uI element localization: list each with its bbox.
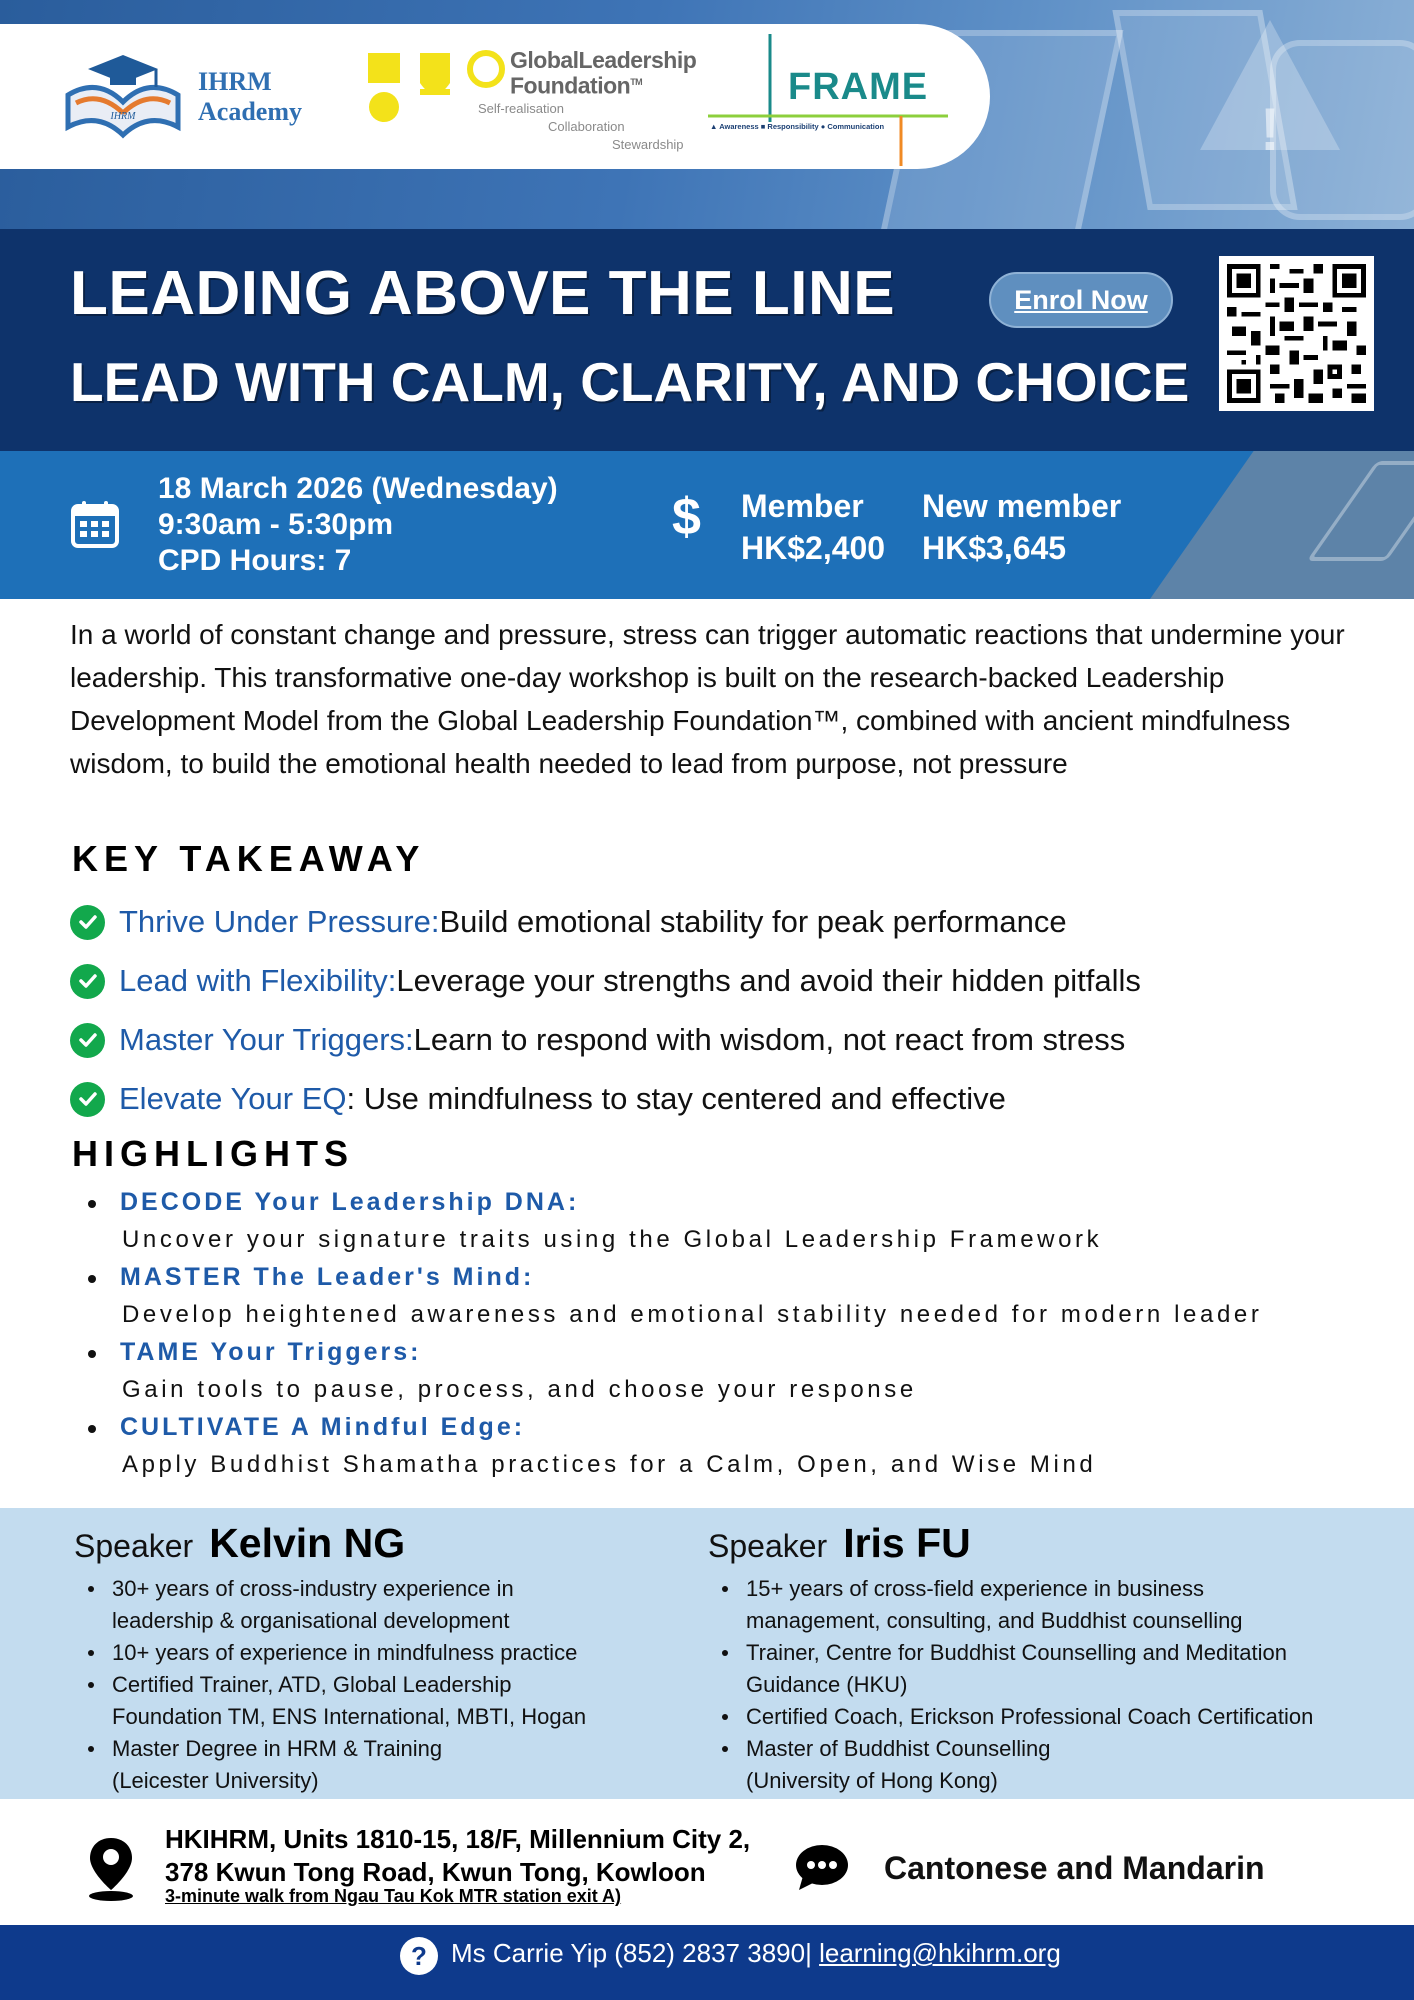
check-circle-icon (70, 964, 105, 999)
speaker-credential: Master of Buddhist Counselling (University of Hong Kong) (708, 1733, 1313, 1797)
highlight-title: CULTIVATE A Mindful Edge: (120, 1413, 526, 1441)
help-circle-icon: ? (400, 1937, 438, 1975)
calendar-icon (70, 499, 120, 549)
speaker-role: Speaker (708, 1528, 828, 1564)
highlight-title: TAME Your Triggers: (120, 1338, 422, 1366)
header-banner (0, 0, 1414, 230)
speaker-role: Speaker (74, 1528, 194, 1564)
frame-logo-tagline: ▲ Awareness ■ Responsibility ● Communication (710, 122, 885, 131)
ihrm-logo-line1: IHRM (198, 67, 272, 96)
new-member-price-value: HK$3,645 (922, 530, 1067, 566)
ihrm-academy-logo (58, 42, 340, 152)
speaker-credential: Trainer, Centre for Buddhist Counselling and Meditation Guidance (HKU) (708, 1637, 1313, 1701)
highlight-title: DECODE Your Leadership DNA: (120, 1188, 580, 1216)
contact-info (451, 1938, 1061, 1969)
takeaway-desc: Build emotional stability for peak performance (439, 904, 1067, 939)
event-cpd-hours: CPD Hours: 7 (158, 544, 352, 577)
event-time: 9:30am - 5:30pm (158, 508, 394, 541)
speaker-card-kelvin (74, 1520, 586, 1797)
frame-logo (708, 32, 953, 167)
key-takeaway-heading: KEY TAKEAWAY (72, 838, 426, 879)
takeaway-item (70, 961, 1141, 1001)
takeaway-title: Elevate Your EQ (119, 1081, 347, 1116)
highlight-desc: Gain tools to pause, process, and choose your response (122, 1376, 917, 1403)
highlight-desc: Apply Buddhist Shamatha practices for a Calm, Open, and Wise Mind (122, 1451, 1097, 1478)
speaker-credential: Certified Trainer, ATD, Global Leadership Foundation TM, ENS International, MBTI, Hogan (74, 1669, 586, 1733)
takeaway-item (70, 1079, 1006, 1119)
speaker-credential: 30+ years of cross-industry experience in leadership & organisational development (74, 1573, 586, 1637)
highlights-heading: HIGHLIGHTS (72, 1133, 354, 1174)
page-subtitle: LEAD WITH CALM, CLARITY, AND CHOICE (70, 351, 1190, 413)
member-price-label: Member (741, 488, 864, 524)
check-circle-icon (70, 905, 105, 940)
takeaway-title: Lead with Flexibility: (119, 963, 397, 998)
speaker-credential: Master Degree in HRM & Training (Leicester University) (74, 1733, 586, 1797)
takeaway-desc: Leverage your strengths and avoid their hidden pitfalls (396, 963, 1141, 998)
intro-paragraph: In a world of constant change and pressure, stress can trigger automatic reactions that undermine your leadership. This transformative one-day workshop is built on the research-backed Leadership Development Model from the Global Leadership Foundation™, combined with ancient mindfulness wisdom, to build the emotional health needed to lead from purpose, not pressure (70, 619, 1345, 779)
graduation-book-icon (58, 47, 188, 147)
event-date: 18 March 2026 (Wednesday) (158, 472, 558, 505)
new-member-price-label: New member (922, 488, 1122, 524)
dollar-icon: $ (672, 488, 701, 546)
highlight-desc: Uncover your signature traits using the Global Leadership Framework (122, 1226, 1103, 1253)
location-pin-icon (86, 1836, 136, 1902)
speaker-card-iris (708, 1520, 1313, 1797)
venue-address-line2: 378 Kwun Tong Road, Kwun Tong, Kowloon (165, 1857, 706, 1887)
highlight-title: MASTER The Leader's Mind: (120, 1263, 535, 1291)
member-price-value: HK$2,400 (741, 530, 886, 566)
enrol-now-button[interactable]: Enrol Now (989, 272, 1173, 328)
speaker-name: Kelvin NG (209, 1520, 406, 1566)
speaker-credential: Certified Coach, Erickson Professional Coach Certification (708, 1701, 1313, 1733)
ihrm-logo-line2: Academy (198, 97, 302, 126)
venue-directions[interactable]: 3-minute walk from Ngau Tau Kok MTR station exit A) (165, 1886, 622, 1906)
glf-word-3: Stewardship (612, 137, 684, 152)
glf-name: GlobalLeadership Foundation™ (510, 47, 697, 99)
takeaway-item (70, 902, 1067, 942)
frame-logo-word: FRAME (788, 66, 929, 108)
contact-email-link[interactable]: learning@hkihrm.org (819, 1938, 1061, 1968)
speaker-credential: 15+ years of cross-field experience in business management, consulting, and Buddhist counselling (708, 1573, 1313, 1637)
takeaway-title: Master Your Triggers: (119, 1022, 414, 1057)
takeaway-item (70, 1020, 1125, 1060)
ihrm-badge-text: IHRM (110, 111, 136, 122)
speaker-credential: 10+ years of experience in mindfulness practice (74, 1637, 586, 1669)
language-info: Cantonese and Mandarin (884, 1850, 1265, 1886)
takeaway-desc: Learn to respond with wisdom, not react from stress (413, 1022, 1126, 1057)
glf-word-2: Collaboration (548, 119, 625, 134)
enrol-qr-code[interactable] (1219, 256, 1374, 411)
highlight-desc: Develop heightened awareness and emotional stability needed for modern leader (122, 1301, 1263, 1328)
speaker-name: Iris FU (843, 1520, 971, 1566)
chat-bubble-icon (795, 1844, 849, 1892)
check-circle-icon (70, 1082, 105, 1117)
venue-address-line1: HKIHRM, Units 1810-15, 18/F, Millennium City 2, (165, 1824, 751, 1854)
contact-person: Ms Carrie Yip (852) 2837 3890| (451, 1938, 812, 1968)
takeaway-desc: : Use mindfulness to stay centered and effective (346, 1081, 1006, 1116)
takeaway-title: Thrive Under Pressure: (119, 904, 440, 939)
info-band-decoration (1150, 451, 1414, 599)
warning-icon: ! (1260, 96, 1280, 163)
global-leadership-foundation-logo (368, 45, 697, 155)
check-circle-icon (70, 1023, 105, 1058)
page-title: LEADING ABOVE THE LINE (70, 259, 896, 328)
glf-word-1: Self-realisation (478, 101, 564, 116)
